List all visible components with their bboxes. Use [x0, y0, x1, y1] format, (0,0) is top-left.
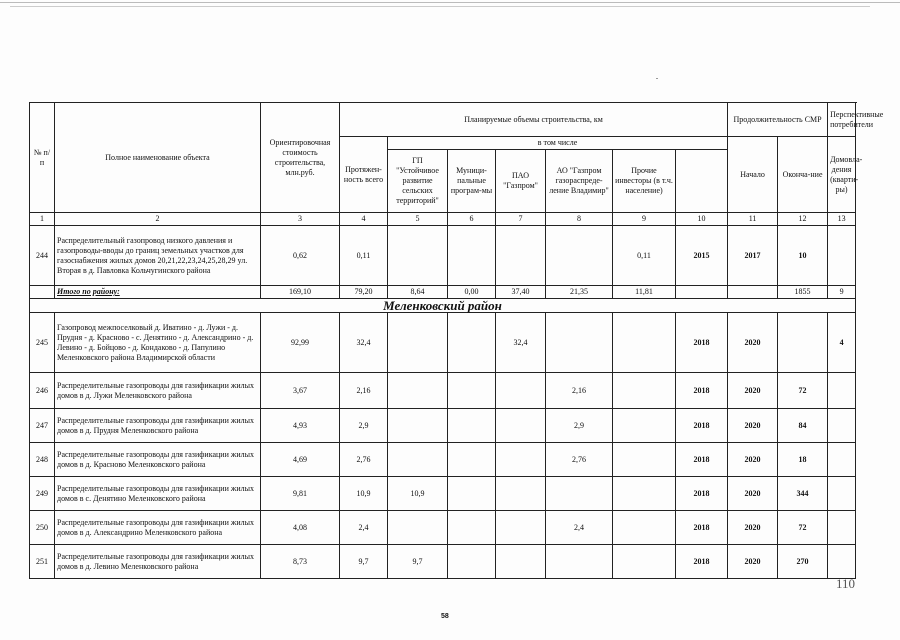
total-row — [30, 286, 856, 299]
ao-cell: 2,16 — [546, 373, 613, 409]
object-name: Распределительный газопровод низкого давления и газопроводы-вводы до границ земельных участков для газоснабжения жилых домов 20,21,22,23,24,25,28,29 ул. Вторая в д. Павловка Кольчугинского района — [55, 226, 261, 286]
pao-cell — [496, 373, 546, 409]
footer-page-number: 58 — [441, 613, 449, 620]
cost-cell: 8,73 — [261, 545, 340, 579]
end-year: 2020 — [728, 477, 778, 511]
object-name: Газопровод межпоселковый д. Иватино - д. Лужи - д. Прудня - д. Красново - с. Денятино - д. Александрино - д. Левино - д. Бойцово - д. Кондаково - д. Папулино Меленковского района Владимирской области — [55, 313, 261, 373]
boilers-cell — [828, 477, 856, 511]
row-number: 251 — [30, 545, 55, 579]
col-cost-header: Ориентировочная стоимость строительства, млн.руб. — [261, 103, 340, 213]
total-length: 79,20 — [340, 286, 388, 299]
scan-speck — [656, 78, 658, 79]
cost-cell: 4,08 — [261, 511, 340, 545]
boilers-cell — [828, 226, 856, 286]
row-number: 246 — [30, 373, 55, 409]
houses-cell: 72 — [778, 373, 828, 409]
other-cell — [613, 373, 676, 409]
muni-cell — [448, 477, 496, 511]
total-gp: 8,64 — [388, 286, 448, 299]
boilers-cell — [828, 409, 856, 443]
column-number-cell: 12 — [778, 213, 828, 226]
houses-cell: 344 — [778, 477, 828, 511]
ao-cell — [546, 226, 613, 286]
houses-cell: 84 — [778, 409, 828, 443]
muni-cell — [448, 409, 496, 443]
gp-cell — [388, 443, 448, 477]
houses-cell: 270 — [778, 545, 828, 579]
row-number: 244 — [30, 226, 55, 286]
cost-cell: 4,93 — [261, 409, 340, 443]
gp-cell — [388, 313, 448, 373]
row-number: 247 — [30, 409, 55, 443]
cost-cell: 0,62 — [261, 226, 340, 286]
start-year: 2018 — [676, 477, 728, 511]
gp-cell — [388, 511, 448, 545]
start-year: 2018 — [676, 373, 728, 409]
other-cell — [613, 313, 676, 373]
top-rule — [0, 2, 900, 3]
gp-cell — [388, 409, 448, 443]
muni-cell — [448, 545, 496, 579]
total-houses: 1855 — [778, 286, 828, 299]
length-cell: 32,4 — [340, 313, 388, 373]
gp-cell: 10,9 — [388, 477, 448, 511]
cost-cell: 4,69 — [261, 443, 340, 477]
row-number: 250 — [30, 511, 55, 545]
row-number: 249 — [30, 477, 55, 511]
col-consumers-header: Перспективные потребители — [828, 103, 856, 137]
column-number-cell: 10 — [676, 213, 728, 226]
pao-cell: 32,4 — [496, 313, 546, 373]
table-row — [30, 373, 856, 409]
column-number-cell: 13 — [828, 213, 856, 226]
col-incl-header: в том числе — [388, 137, 728, 150]
ao-cell — [546, 477, 613, 511]
col-gp-header: ГП "Устойчивое развитие сельских территорий" — [388, 150, 448, 213]
column-number-cell: 3 — [261, 213, 340, 226]
total-ao: 21,35 — [546, 286, 613, 299]
top-rule-secondary — [10, 6, 870, 7]
other-cell — [613, 443, 676, 477]
total-pao: 37,40 — [496, 286, 546, 299]
ao-cell: 2,4 — [546, 511, 613, 545]
cost-cell: 9,81 — [261, 477, 340, 511]
col-planned-header: Планируемые объемы строительства, км — [340, 103, 728, 137]
gp-cell — [388, 373, 448, 409]
col-end-header: Оконча-ние — [778, 137, 828, 213]
table-row — [30, 477, 856, 511]
column-number-cell: 2 — [55, 213, 261, 226]
col-start-header: Начало — [728, 137, 778, 213]
ao-cell: 2,9 — [546, 409, 613, 443]
total-muni: 0,00 — [448, 286, 496, 299]
muni-cell — [448, 511, 496, 545]
column-number-cell: 5 — [388, 213, 448, 226]
length-cell: 2,9 — [340, 409, 388, 443]
start-year: 2018 — [676, 545, 728, 579]
length-cell: 2,16 — [340, 373, 388, 409]
total-start — [676, 286, 728, 299]
object-name: Распределительные газопроводы для газификации жилых домов в д. Лужи Меленковского района — [55, 373, 261, 409]
pao-cell — [496, 443, 546, 477]
construction-table — [29, 102, 884, 579]
col-other-header: Прочие инвесторы (в т.ч. население) — [613, 150, 676, 213]
length-cell: 0,11 — [340, 226, 388, 286]
muni-cell — [448, 443, 496, 477]
cost-cell: 92,99 — [261, 313, 340, 373]
total-other: 11,81 — [613, 286, 676, 299]
length-cell: 9,7 — [340, 545, 388, 579]
pao-cell — [496, 226, 546, 286]
table-row — [30, 545, 856, 579]
table-row — [30, 409, 856, 443]
col-num-header: № п/п — [30, 103, 55, 213]
col-muni-header: Муници-пальные програм-мы — [448, 150, 496, 213]
houses-cell: 72 — [778, 511, 828, 545]
col-length-header: Протяжен-ность всего — [340, 137, 388, 213]
length-cell: 2,4 — [340, 511, 388, 545]
muni-cell — [448, 373, 496, 409]
boilers-cell — [828, 373, 856, 409]
total-end — [728, 286, 778, 299]
column-number-cell: 4 — [340, 213, 388, 226]
houses-cell — [778, 313, 828, 373]
boilers-cell — [828, 511, 856, 545]
pao-cell — [496, 477, 546, 511]
end-year: 2020 — [728, 511, 778, 545]
col-ao-header: АО "Газпром газораспреде-ление Владимир" — [546, 150, 613, 213]
boilers-cell: 4 — [828, 313, 856, 373]
boilers-cell — [828, 443, 856, 477]
column-number-cell: 1 — [30, 213, 55, 226]
cost-cell: 3,67 — [261, 373, 340, 409]
length-cell: 2,76 — [340, 443, 388, 477]
pao-cell — [496, 545, 546, 579]
table-row — [30, 226, 856, 286]
ao-cell: 2,76 — [546, 443, 613, 477]
column-number-cell: 11 — [728, 213, 778, 226]
end-year: 2020 — [728, 443, 778, 477]
muni-cell — [448, 226, 496, 286]
gp-cell — [388, 226, 448, 286]
start-year: 2015 — [676, 226, 728, 286]
pao-cell — [496, 409, 546, 443]
total-label: Итого по району: — [55, 286, 261, 299]
column-number-row — [30, 213, 856, 226]
gp-cell: 9,7 — [388, 545, 448, 579]
start-year: 2018 — [676, 409, 728, 443]
column-number-cell: 6 — [448, 213, 496, 226]
header-row-1 — [30, 103, 856, 137]
end-year: 2020 — [728, 373, 778, 409]
section-row — [30, 299, 856, 313]
start-year: 2018 — [676, 443, 728, 477]
end-year: 2020 — [728, 313, 778, 373]
ao-cell — [546, 313, 613, 373]
column-number-cell: 9 — [613, 213, 676, 226]
ao-cell — [546, 545, 613, 579]
table-row — [30, 443, 856, 477]
length-cell: 10,9 — [340, 477, 388, 511]
col-duration-header: Продолжительность СМР — [728, 103, 828, 137]
other-cell — [613, 545, 676, 579]
row-number: 245 — [30, 313, 55, 373]
other-cell: 0,11 — [613, 226, 676, 286]
total-blank-cell — [30, 286, 55, 299]
other-cell — [613, 477, 676, 511]
page-number: 110 — [836, 576, 856, 591]
table-row — [30, 313, 856, 373]
muni-cell — [448, 313, 496, 373]
start-year: 2018 — [676, 313, 728, 373]
object-name: Распределительные газопроводы для газификации жилых домов в д. Красново Меленковского района — [55, 443, 261, 477]
col-houses-header: Домовла-дения (кварти-ры) — [828, 137, 856, 213]
total-cost: 169,10 — [261, 286, 340, 299]
section-title: Меленковский район — [30, 299, 856, 313]
object-name: Распределительные газопроводы для газификации жилых домов в д. Прудня Меленковского района — [55, 409, 261, 443]
object-name: Распределительные газопроводы для газификации жилых домов в д. Левино Меленковского района — [55, 545, 261, 579]
col-name-header: Полное наименование объекта — [55, 103, 261, 213]
end-year: 2020 — [728, 545, 778, 579]
start-year: 2018 — [676, 511, 728, 545]
table-row — [30, 511, 856, 545]
end-year: 2020 — [728, 409, 778, 443]
column-number-cell: 8 — [546, 213, 613, 226]
object-name: Распределительные газопроводы для газификации жилых домов в д. Александрино Меленковского района — [55, 511, 261, 545]
column-number-cell: 7 — [496, 213, 546, 226]
pao-cell — [496, 511, 546, 545]
other-cell — [613, 409, 676, 443]
other-cell — [613, 511, 676, 545]
total-boilers: 9 — [828, 286, 856, 299]
houses-cell: 10 — [778, 226, 828, 286]
object-name: Распределительные газопроводы для газификации жилых домов в с. Денятино Меленковского района — [55, 477, 261, 511]
col-pao-header: ПАО "Газпром" — [496, 150, 546, 213]
end-year: 2017 — [728, 226, 778, 286]
houses-cell: 18 — [778, 443, 828, 477]
boilers-cell — [828, 545, 856, 579]
row-number: 248 — [30, 443, 55, 477]
